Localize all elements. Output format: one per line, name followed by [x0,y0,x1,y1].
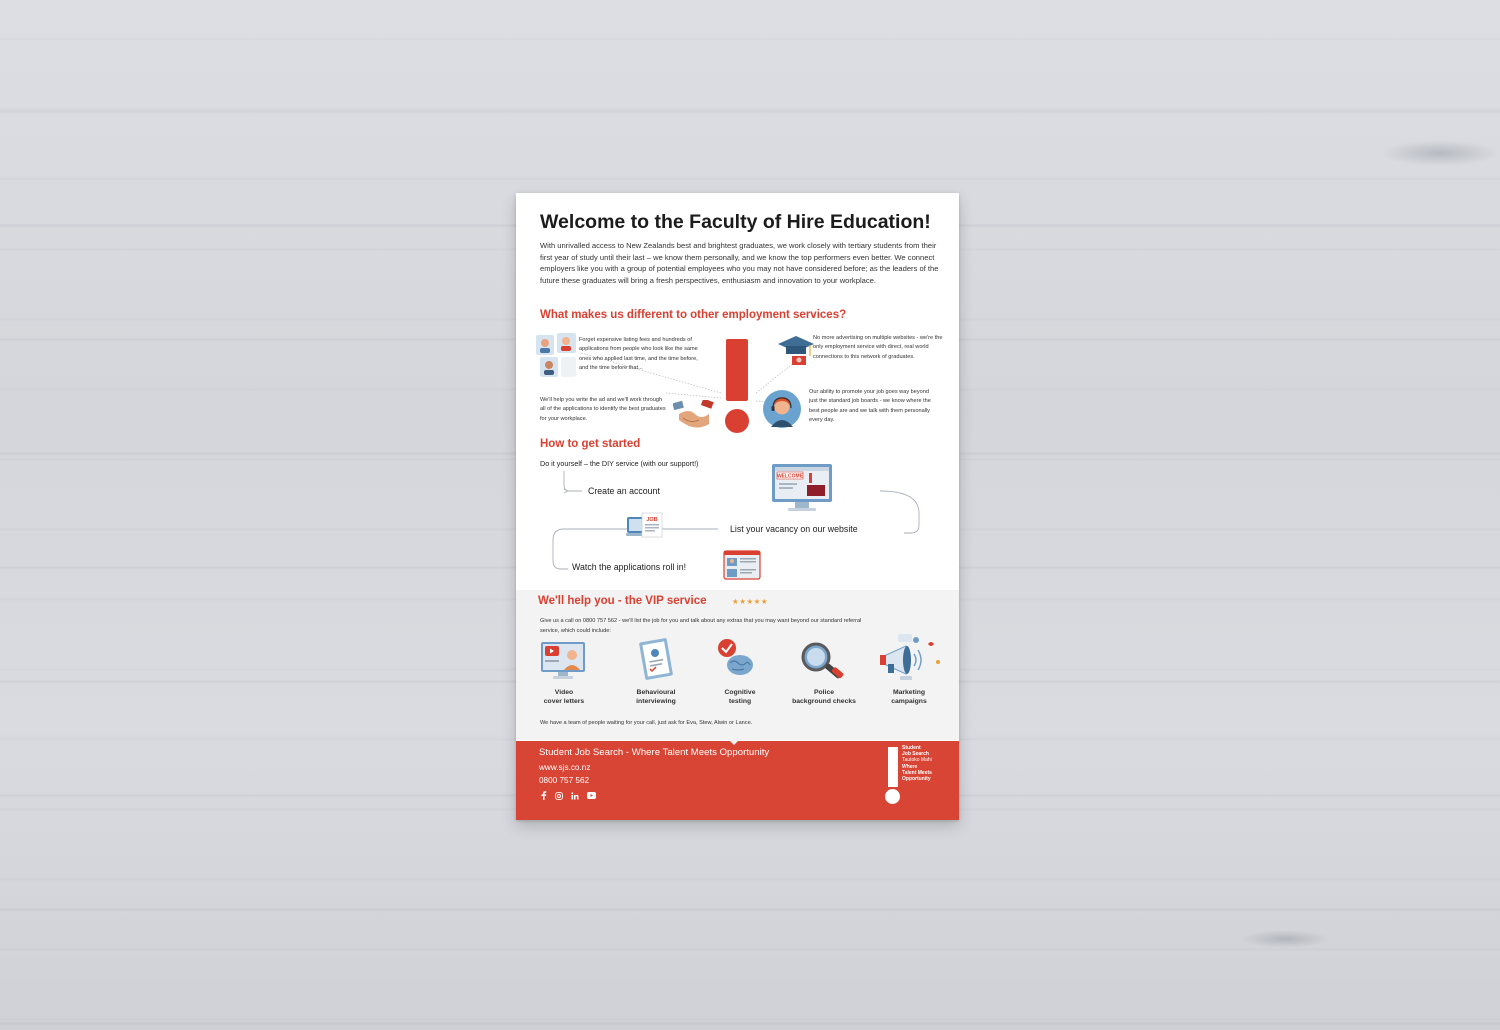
logo-line-3: Tautoko Mahi [902,757,932,763]
service-label-video: Video cover letters [543,689,585,705]
service-label-police: Police background checks [792,689,856,705]
step-watch-applications: Watch the applications roll in! [572,562,687,572]
exclamation-dot-icon [725,409,749,433]
team-note: We have a team of people waiting for your call, just ask for Eva, Stew, Alwin or Lance. [540,720,753,726]
job-listing-icon [626,512,664,545]
wood-knot [1380,140,1500,166]
linkedin-icon[interactable] [571,792,579,800]
different-point-4: Our ability to promote your job goes way beyond just the standard job boards - we know where the best people are and we talk with them personally every day. [809,389,931,424]
different-point-1: Forget expensive listing fees and hundreds of applications from people who look like the same ones who applied last time, and the time before, and the time before that... [579,337,698,372]
applications-screen-icon [723,550,761,587]
different-point-3: No more advertising on multiple websites - we're the only employment service with direct, real world connections to this network of graduates. [813,335,943,360]
logo-exclamation-dot [885,789,900,804]
video-icon [540,640,586,685]
flyer-page [516,193,959,820]
welcome-screen-text: WELCOME [776,473,804,480]
logo-line-1: Student [902,745,921,751]
brain-icon [714,637,758,686]
footer-phone[interactable]: 0800 757 562 [539,776,590,785]
youtube-icon[interactable] [587,792,596,799]
diy-label: Do it yourself – the DIY service (with our support!) [540,459,699,468]
flyer-title: Welcome to the Faculty of Hire Education! [540,211,931,233]
logo-exclamation-bar [888,747,898,787]
footer-bar [516,741,959,820]
service-label-cognitive: Cognitive testing [724,689,756,705]
section-heading-vip: We'll help you - the VIP service [538,595,707,607]
graduation-cap-icon [776,334,816,373]
headset-agent-icon [762,389,802,434]
wood-knot [1240,930,1330,948]
star-rating: ★★★★★ [732,597,769,606]
step-list-vacancy: List your vacancy on our website [730,524,858,534]
vip-intro: Give us a call on 0800 757 562 - we'll list the job for you and talk about any extras that you may want beyond our standard referral service, which could include: [540,618,862,634]
people-cards-icon [535,333,579,384]
logo-line-4: Where [902,764,918,770]
magnifier-icon [800,641,848,686]
facebook-icon[interactable] [540,791,547,800]
footer-notch [729,740,739,745]
logo-line-5: Talent Meets [902,770,932,776]
logo-line-2: Job Search [902,751,929,757]
section-heading-different: What makes us different to other employment services? [540,309,847,321]
exclamation-icon [726,339,748,401]
social-icons [540,791,596,800]
service-label-marketing: Marketing campaigns [891,689,927,705]
intro-paragraph: With unrivalled access to New Zealands best and brightest graduates, we work closely with tertiary students from their first year of study until their last – we know them personally, and we know the top performers even better. We connect employers like you with a group of potential employees who you may not have considered before; as the leaders of the future these graduates will bring a fresh perspectives, enthusiasm and innovation to your workplace. [540,241,939,285]
section-heading-started: How to get started [540,438,641,450]
different-point-2: We'll help you write the ad and we'll work through all of the applications to identify the best graduates for your workplace. [540,397,666,422]
service-label-behavioural: Behavioural interviewing [636,689,676,705]
handshake-icon [673,400,715,437]
job-label-text: JOB [646,517,658,523]
logo-line-6: Opportunity [902,776,931,782]
footer-website-link[interactable]: www.sjs.co.nz [539,763,591,772]
megaphone-icon [878,634,948,687]
welcome-monitor-icon [771,463,833,518]
clipboard-icon [636,637,676,686]
step-create-account: Create an account [588,486,660,496]
instagram-icon[interactable] [555,792,563,800]
footer-tagline: Student Job Search - Where Talent Meets Opportunity [539,747,770,758]
